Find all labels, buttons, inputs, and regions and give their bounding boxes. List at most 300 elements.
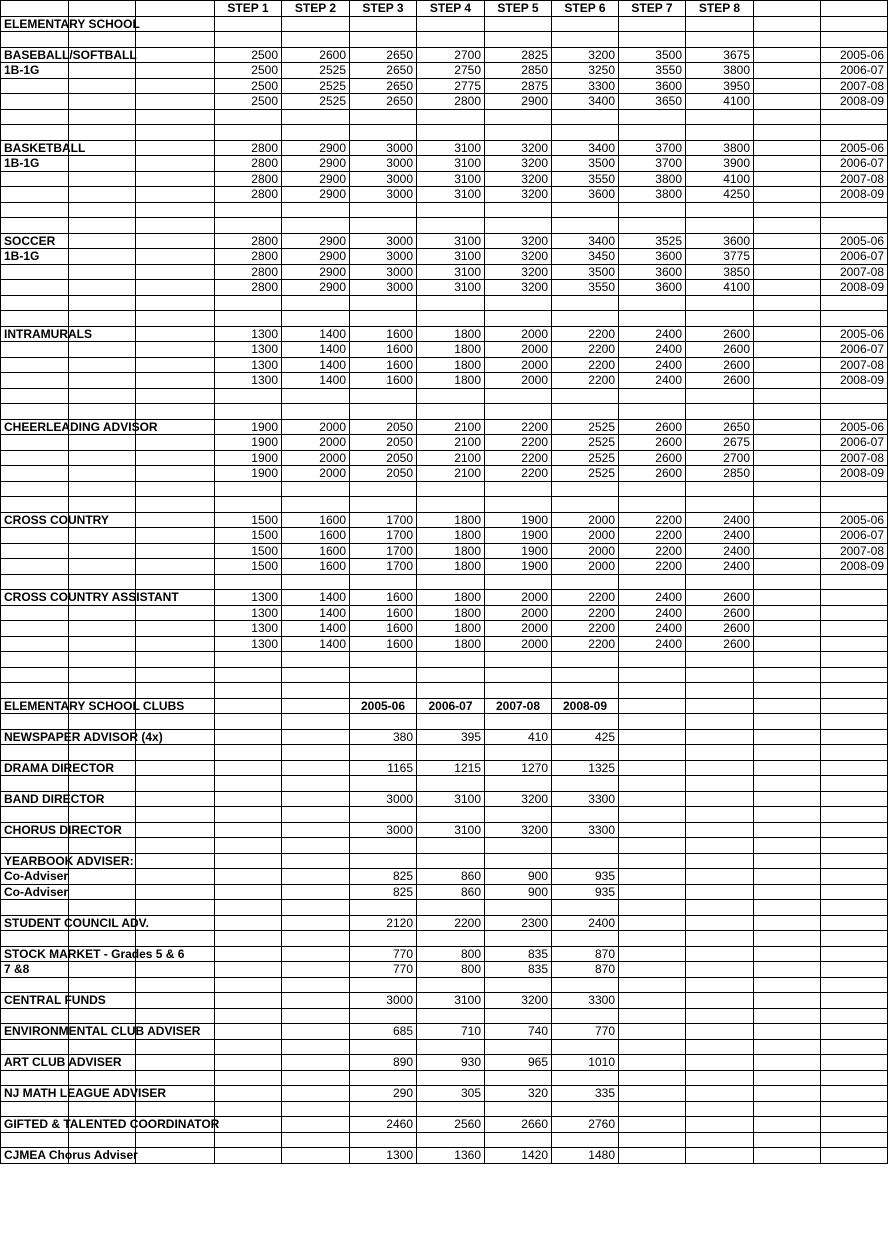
cell [754, 1086, 821, 1102]
cell [1, 838, 69, 854]
step-value: 2750 [417, 63, 485, 79]
cell [821, 698, 888, 714]
stipend-value: 3100 [417, 822, 485, 838]
step-value: 3400 [552, 233, 619, 249]
step-value: 2200 [619, 528, 686, 544]
cell [552, 745, 619, 761]
cell [215, 915, 282, 931]
school-year: 2007-08 [821, 450, 888, 466]
stipend-value: 1300 [350, 1148, 417, 1164]
cell [1, 900, 69, 916]
step-value: 3200 [485, 156, 552, 172]
cell [215, 962, 282, 978]
cell [69, 900, 136, 916]
cell [69, 683, 136, 699]
club-row [1, 760, 888, 776]
stipend-value: 965 [485, 1055, 552, 1071]
cell [215, 946, 282, 962]
cell [136, 791, 215, 807]
cell [136, 512, 215, 528]
cell [350, 853, 417, 869]
cell [686, 745, 754, 761]
cell [485, 714, 552, 730]
table-row [1, 590, 888, 606]
table-row [1, 543, 888, 559]
step-value: 3200 [485, 280, 552, 296]
cell [485, 481, 552, 497]
stipend-value: 335 [552, 1086, 619, 1102]
cell [69, 450, 136, 466]
step-value: 2500 [215, 94, 282, 110]
cell [754, 869, 821, 885]
step-value: 3700 [619, 156, 686, 172]
cell [282, 388, 350, 404]
cell [686, 760, 754, 776]
cell [136, 481, 215, 497]
cell [619, 884, 686, 900]
cell [485, 776, 552, 792]
step-value: 2900 [282, 280, 350, 296]
stipend-value: 1010 [552, 1055, 619, 1071]
cell [686, 404, 754, 420]
school-year: 2008-09 [821, 466, 888, 482]
step-value: 3200 [485, 171, 552, 187]
cell [69, 838, 136, 854]
cell [485, 16, 552, 32]
step-value: 1400 [282, 357, 350, 373]
step-value: 2000 [485, 357, 552, 373]
cell [282, 745, 350, 761]
cell [754, 78, 821, 94]
step-value: 2600 [686, 357, 754, 373]
cell [485, 807, 552, 823]
school-year: 2008-09 [821, 94, 888, 110]
cell [282, 667, 350, 683]
step-value: 3500 [552, 156, 619, 172]
cell [686, 311, 754, 327]
cell [485, 1008, 552, 1024]
cell [754, 822, 821, 838]
cell [282, 1086, 350, 1102]
step-value: 2700 [686, 450, 754, 466]
row-label [1, 528, 69, 544]
cell [686, 1024, 754, 1040]
blank-row [1, 388, 888, 404]
table-row [1, 156, 888, 172]
cell [754, 698, 821, 714]
step-value: 2000 [282, 435, 350, 451]
club-row [1, 993, 888, 1009]
cell [754, 729, 821, 745]
cell [215, 1101, 282, 1117]
cell [686, 931, 754, 947]
cell [136, 1070, 215, 1086]
cell [552, 218, 619, 234]
cell [686, 481, 754, 497]
cell [754, 977, 821, 993]
step-value: 2600 [686, 373, 754, 389]
cell [552, 311, 619, 327]
stipend-value: 1165 [350, 760, 417, 776]
cell [350, 1008, 417, 1024]
cell [136, 1039, 215, 1055]
cell [552, 1070, 619, 1086]
cell [754, 528, 821, 544]
club-row [1, 946, 888, 962]
cell [417, 776, 485, 792]
step-value: 1600 [350, 590, 417, 606]
cell [215, 125, 282, 141]
row-label: STUDENT COUNCIL ADV. [1, 915, 69, 931]
cell [215, 1086, 282, 1102]
cell [552, 125, 619, 141]
cell [136, 574, 215, 590]
cell [485, 404, 552, 420]
table-row [1, 559, 888, 575]
step-value: 3550 [552, 280, 619, 296]
cell [821, 404, 888, 420]
cell [1, 977, 69, 993]
cell [686, 1086, 754, 1102]
step-value: 1600 [350, 373, 417, 389]
step-value: 3000 [350, 156, 417, 172]
cell [619, 202, 686, 218]
stipend-value: 3000 [350, 791, 417, 807]
cell [686, 714, 754, 730]
cell [485, 388, 552, 404]
cell [417, 1070, 485, 1086]
school-year [821, 621, 888, 637]
cell [215, 993, 282, 1009]
row-label: CROSS COUNTRY [1, 512, 69, 528]
school-year: 2005-06 [821, 140, 888, 156]
cell [69, 32, 136, 48]
blank-row [1, 1132, 888, 1148]
step-value: 1600 [282, 543, 350, 559]
step-value: 2850 [686, 466, 754, 482]
cell [69, 962, 136, 978]
blank-row [1, 838, 888, 854]
table-row [1, 326, 888, 342]
cell [136, 884, 215, 900]
blank-row [1, 683, 888, 699]
column-header: STEP 6 [552, 1, 619, 17]
cell [619, 993, 686, 1009]
cell [1, 32, 69, 48]
cell [619, 1132, 686, 1148]
stipend-value: 870 [552, 946, 619, 962]
row-label [1, 559, 69, 575]
cell [754, 714, 821, 730]
cell [282, 1132, 350, 1148]
step-value: 3100 [417, 171, 485, 187]
cell [1, 745, 69, 761]
cell [1, 1039, 69, 1055]
row-label: BASKETBALL [1, 140, 69, 156]
step-value: 2000 [485, 342, 552, 358]
cell [69, 280, 136, 296]
blank-row [1, 497, 888, 513]
cell [485, 683, 552, 699]
table-row [1, 636, 888, 652]
cell [215, 977, 282, 993]
cell [821, 729, 888, 745]
cell [821, 481, 888, 497]
cell [754, 295, 821, 311]
club-row [1, 869, 888, 885]
cell [686, 729, 754, 745]
cell [417, 481, 485, 497]
step-value: 2200 [552, 342, 619, 358]
cell [821, 977, 888, 993]
step-value: 2525 [552, 466, 619, 482]
cell [417, 745, 485, 761]
cell [552, 481, 619, 497]
cell [686, 791, 754, 807]
step-value: 3250 [552, 63, 619, 79]
cell [686, 16, 754, 32]
cell [1, 1070, 69, 1086]
cell [754, 884, 821, 900]
step-value: 3000 [350, 140, 417, 156]
cell [754, 993, 821, 1009]
cell [69, 388, 136, 404]
cell [215, 388, 282, 404]
table-row [1, 342, 888, 358]
cell [350, 388, 417, 404]
cell [686, 900, 754, 916]
step-value: 2600 [686, 605, 754, 621]
step-value: 1900 [485, 512, 552, 528]
row-label: BAND DIRECTOR [1, 791, 69, 807]
cell [350, 714, 417, 730]
school-year [821, 636, 888, 652]
cell [754, 760, 821, 776]
cell [282, 202, 350, 218]
stipend-value: 2760 [552, 1117, 619, 1133]
column-header: STEP 7 [619, 1, 686, 17]
cell [754, 574, 821, 590]
cell [282, 869, 350, 885]
blank-row [1, 311, 888, 327]
cell [69, 931, 136, 947]
column-header: STEP 4 [417, 1, 485, 17]
cell [417, 388, 485, 404]
school-year: 2005-06 [821, 233, 888, 249]
header-row [1, 1, 888, 17]
stipend-value: 1325 [552, 760, 619, 776]
step-value: 3100 [417, 140, 485, 156]
cell [69, 559, 136, 575]
cell [136, 683, 215, 699]
cell [821, 1132, 888, 1148]
step-value: 2400 [686, 543, 754, 559]
cell [136, 745, 215, 761]
row-label: CJMEA Chorus Adviser [1, 1148, 69, 1164]
cell [821, 574, 888, 590]
cell [821, 791, 888, 807]
cell [552, 853, 619, 869]
cell [69, 295, 136, 311]
cell [215, 1024, 282, 1040]
club-row [1, 915, 888, 931]
step-value: 3900 [686, 156, 754, 172]
table-row [1, 419, 888, 435]
step-value: 2400 [686, 512, 754, 528]
cell [69, 1101, 136, 1117]
cell [282, 977, 350, 993]
cell [821, 683, 888, 699]
cell [552, 667, 619, 683]
cell [136, 140, 215, 156]
cell [69, 187, 136, 203]
step-value: 3200 [552, 47, 619, 63]
clubs-header-row [1, 698, 888, 714]
step-value: 1800 [417, 512, 485, 528]
cell [485, 931, 552, 947]
cell [619, 931, 686, 947]
stipend-value: 930 [417, 1055, 485, 1071]
step-value: 1800 [417, 621, 485, 637]
cell [686, 869, 754, 885]
cell [686, 977, 754, 993]
cell [821, 760, 888, 776]
step-value: 2600 [619, 435, 686, 451]
step-value: 3775 [686, 249, 754, 265]
column-header: STEP 2 [282, 1, 350, 17]
cell [485, 497, 552, 513]
cell [69, 404, 136, 420]
cell [821, 1117, 888, 1133]
cell [215, 760, 282, 776]
cell [686, 667, 754, 683]
cell [417, 218, 485, 234]
cell [485, 667, 552, 683]
cell [215, 574, 282, 590]
cell [69, 373, 136, 389]
cell [69, 1039, 136, 1055]
cell [136, 605, 215, 621]
cell [417, 497, 485, 513]
cell [136, 962, 215, 978]
cell [552, 931, 619, 947]
cell [619, 791, 686, 807]
step-value: 2100 [417, 419, 485, 435]
step-value: 3000 [350, 264, 417, 280]
step-value: 3800 [619, 187, 686, 203]
cell [215, 497, 282, 513]
step-value: 2050 [350, 419, 417, 435]
cell [821, 1070, 888, 1086]
cell [552, 652, 619, 668]
cell [821, 900, 888, 916]
cell [69, 636, 136, 652]
cell [754, 838, 821, 854]
step-value: 3000 [350, 280, 417, 296]
cell [821, 202, 888, 218]
stipend-value: 1480 [552, 1148, 619, 1164]
cell [1, 311, 69, 327]
cell [821, 869, 888, 885]
school-year: 2007-08 [821, 357, 888, 373]
cell [619, 667, 686, 683]
step-value: 1600 [282, 512, 350, 528]
school-year: 2005-06 [821, 512, 888, 528]
cell [69, 156, 136, 172]
step-value: 2650 [350, 94, 417, 110]
club-row [1, 884, 888, 900]
cell [754, 946, 821, 962]
stipend-value: 825 [350, 869, 417, 885]
cell [1, 497, 69, 513]
cell [754, 1008, 821, 1024]
cell [136, 776, 215, 792]
step-value: 2100 [417, 435, 485, 451]
cell [136, 714, 215, 730]
cell [417, 404, 485, 420]
cell [485, 202, 552, 218]
stipend-value: 3200 [485, 791, 552, 807]
cell [619, 1039, 686, 1055]
step-value: 1300 [215, 590, 282, 606]
cell [754, 481, 821, 497]
step-value: 2525 [282, 78, 350, 94]
cell [215, 481, 282, 497]
step-value: 1600 [350, 636, 417, 652]
cell [619, 1070, 686, 1086]
school-year: 2008-09 [821, 373, 888, 389]
stipend-value: 3000 [350, 993, 417, 1009]
row-label: YEARBOOK ADVISER: [1, 853, 69, 869]
step-value: 2000 [282, 466, 350, 482]
step-value: 2100 [417, 450, 485, 466]
cell [821, 218, 888, 234]
cell [552, 807, 619, 823]
cell [754, 233, 821, 249]
cell [350, 1101, 417, 1117]
stipend-value: 710 [417, 1024, 485, 1040]
cell [136, 187, 215, 203]
year-header: 2005-06 [350, 698, 417, 714]
step-value: 2400 [619, 342, 686, 358]
blank-row [1, 1039, 888, 1055]
cell [754, 32, 821, 48]
cell [754, 419, 821, 435]
cell [754, 590, 821, 606]
cell [619, 1148, 686, 1164]
step-value: 1800 [417, 342, 485, 358]
cell [619, 497, 686, 513]
stipend-value: 2200 [417, 915, 485, 931]
cell [686, 1070, 754, 1086]
cell [136, 233, 215, 249]
table-row [1, 450, 888, 466]
club-row [1, 791, 888, 807]
cell [282, 807, 350, 823]
cell [821, 1039, 888, 1055]
column-header: STEP 5 [485, 1, 552, 17]
cell [485, 900, 552, 916]
cell [754, 652, 821, 668]
cell [619, 838, 686, 854]
step-value: 2900 [282, 187, 350, 203]
cell [485, 109, 552, 125]
cell [215, 218, 282, 234]
cell [619, 807, 686, 823]
step-value: 3000 [350, 187, 417, 203]
cell [552, 1008, 619, 1024]
cell [282, 574, 350, 590]
